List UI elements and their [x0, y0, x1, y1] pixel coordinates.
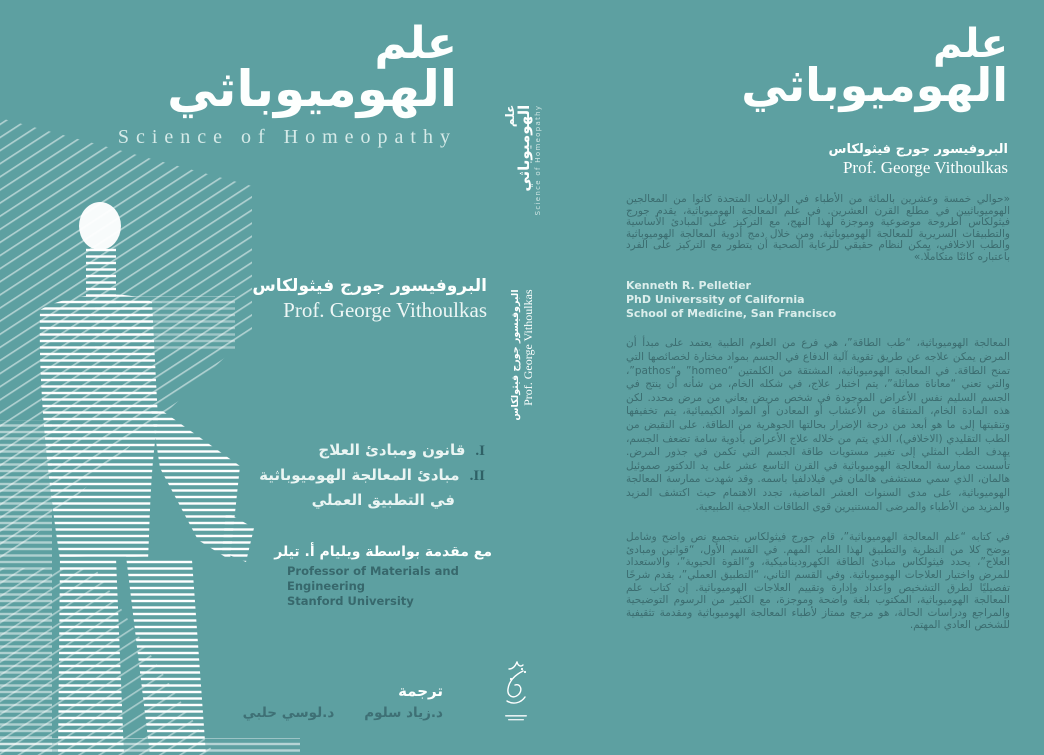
publisher-logo-subtext-marks — [505, 715, 527, 720]
contents-list — [259, 438, 485, 512]
front-author-arabic: البروفيسور جورج فيثولكاس — [252, 276, 487, 296]
quote-attribution-block — [626, 279, 1010, 322]
introduction-credit-university: Stanford University — [287, 593, 414, 608]
translation-heading: ترجمة — [398, 682, 443, 700]
spine-author-english: Prof. George Vithoulkas — [521, 289, 535, 406]
contents-item-2-text-line2: في التطبيق العملي — [311, 491, 455, 509]
contents-item-1-numeral: I. — [475, 443, 485, 459]
front-cover-panel — [0, 0, 497, 755]
back-title-line1: علم — [932, 21, 1008, 67]
back-author-arabic: البروفيسور جورج فيثولكاس — [828, 142, 1008, 157]
back-title-block — [741, 21, 1008, 112]
spine-author-block — [510, 289, 536, 420]
introduction-credit-arabic: مع مقدمة بواسطة ويليام أ. تيلر — [274, 544, 492, 560]
spine-author-arabic: البروفيسور جورج فيثولكاس — [510, 289, 521, 421]
spine-subtitle-english: Science of Homeopathy — [533, 104, 542, 216]
front-author-english: Prof. George Vithoulkas — [283, 298, 487, 322]
publisher-logo-calligraphy — [501, 659, 531, 725]
spine-panel — [497, 0, 550, 755]
introduction-credit-title: Professor of Materials and Engineering — [287, 564, 459, 593]
contents-item-2 — [259, 463, 485, 512]
back-description-paragraph: المعالجة الهوميوباثية، “طب الطاقة”، هي فرع من العلوم الطبية يعتمد على مبدأ أن المرض يمكن علاجه عن طريق تقوية آلية الدفاع في الجسم بمواد مختارة لخصائصها التي تمنح الطاقة. في المعالجة الهوميوباثية، المشتقة من الكلمتين “homeo” و“pathos”، والتي تعني “معاناة مماثلة”، يتم اختبار علاج، في شكله الخام، من شأنه أن ينتج في الجسم السليم نفس الأعراض الموجودة في شخص مريض يعاني من مرض محدد. لكن هذه المادة الخام، المنتقاة من الأعشاب أو المعادن أو المواد الكيميائية، يتم تخفيفها وتنقيتها إلى ما هو أبعد من درجة الإضرار بحالتها الجوهرية من الطاقة. على النقيض من الطب التقليدي (الاخلافي)، الذي يتم من خلاله علاج الأعراض بأدوية سامة تضعف الجسم، يهدف الطب المثلي إلى تغيير مستويات طاقة الجسم التي تكمن في جذور المرض. تأسست ممارسة المعالجة الهوميوباثية في القرن التاسع عشر على يد الدكتور صموئيل هالمان، الذي سمي مستشفى هالمان في فيلادلفيا باسمه. وقد شهدت ممارسة المعالجة الهوميوباثية، على مدى السنوات العشر الماضية، تجدد الاهتمام حيث اكتشف المزيد والمزيد من الأطباء والمرضى المستنيرين قوى الطاقات العلاجية الطبيعية. — [626, 337, 1010, 513]
front-title-line2: الهوميوباثي — [167, 60, 457, 118]
back-author-english: Prof. George Vithoulkas — [842, 158, 1008, 177]
back-quote-paragraph: «حوالي خمسة وعشرين بالمائة من الأطباء في الولايات المتحدة كانوا من المعالجين الهوميوباثيين في مطلع القرن العشرين. في علم المعالجة الهوميوباثية، يقدم جورج فيثولكاس أطروحة موضوعية وموجزة لهذا النهج، مع التركيز على المبادئ الأساسية والتطبيقات السريرية للمعالجة الهوميوباثية. ومن خلال دمج أدوية المعالجة الهوميوباثية والطب الاخلافي، يمكن لنظام حقيقي للرعاية الصحية أن يتطور مع التركيز على الفرد باعتباره كائنًا متكاملًا.» — [626, 193, 1010, 263]
translator-1: د.زياد سلوم — [364, 705, 443, 721]
spine-title-line1: علم — [503, 104, 518, 128]
front-author-block — [252, 276, 487, 323]
translator-2: د.لوسي حلبي — [242, 705, 335, 721]
contents-item-1 — [259, 438, 485, 463]
spine-title-block — [504, 105, 542, 216]
back-cover-panel — [550, 0, 1044, 755]
contents-item-2-numeral: II. — [469, 468, 485, 484]
attribution-degree: PhD Universsity of California — [626, 292, 805, 306]
front-title-block — [117, 18, 457, 149]
spine-title-line2: الهوميوباثي — [514, 104, 533, 192]
introduction-credit-block — [274, 544, 492, 609]
back-title-line2: الهوميوباثي — [741, 58, 1008, 112]
front-title-line1: علم — [374, 18, 457, 69]
contents-item-1-text: قانون ومبادئ العلاج — [318, 441, 466, 459]
translation-credit-block — [243, 682, 443, 721]
attribution-name: Kenneth R. Pelletier — [626, 278, 751, 292]
translator-names — [243, 705, 443, 721]
back-text-column — [626, 194, 1010, 632]
contents-item-2-text: مبادئ المعالجة الهوميوباثية — [259, 466, 460, 484]
back-author-block — [829, 142, 1008, 178]
front-subtitle-english: Science of Homeopathy — [117, 126, 457, 148]
back-book-summary-paragraph: في كتابه “علم المعالجة الهوميوباثية”، قام جورج فيثولكاس بتجميع نص واضح وشامل يوضح كلا من النظرية والتطبيق لهذا الطب المهم. في القسم الأول، “قوانين ومبادئ العلاج”، يحدد فيثولكاس مبادئ الطاقة الكهروديناميكية، و“القوة الحيوية”، والاستعداد للمرض واختيار العلاجات الهوميوباثية. وفي القسم الثاني، “التطبيق العملي”، يقدم شرحًا تفصيليًا لطرق التشخيص وإعداد وإدارة وتقييم العلاجات الهوميوباثية. إن كتاب علم المعالجة الهوميوباثية، المكتوب بلغة واضحة وموجزة، مع الكثير من الرسوم التوضيحية والمراجع ودراسات الحالة، هو مرجع ممتاز لأطباء المعالجة الهوميوباثية ومقدمة تثقيفية للشخص العادي المهتم. — [626, 531, 1010, 632]
attribution-school: School of Medicine, San Francisco — [626, 307, 837, 321]
